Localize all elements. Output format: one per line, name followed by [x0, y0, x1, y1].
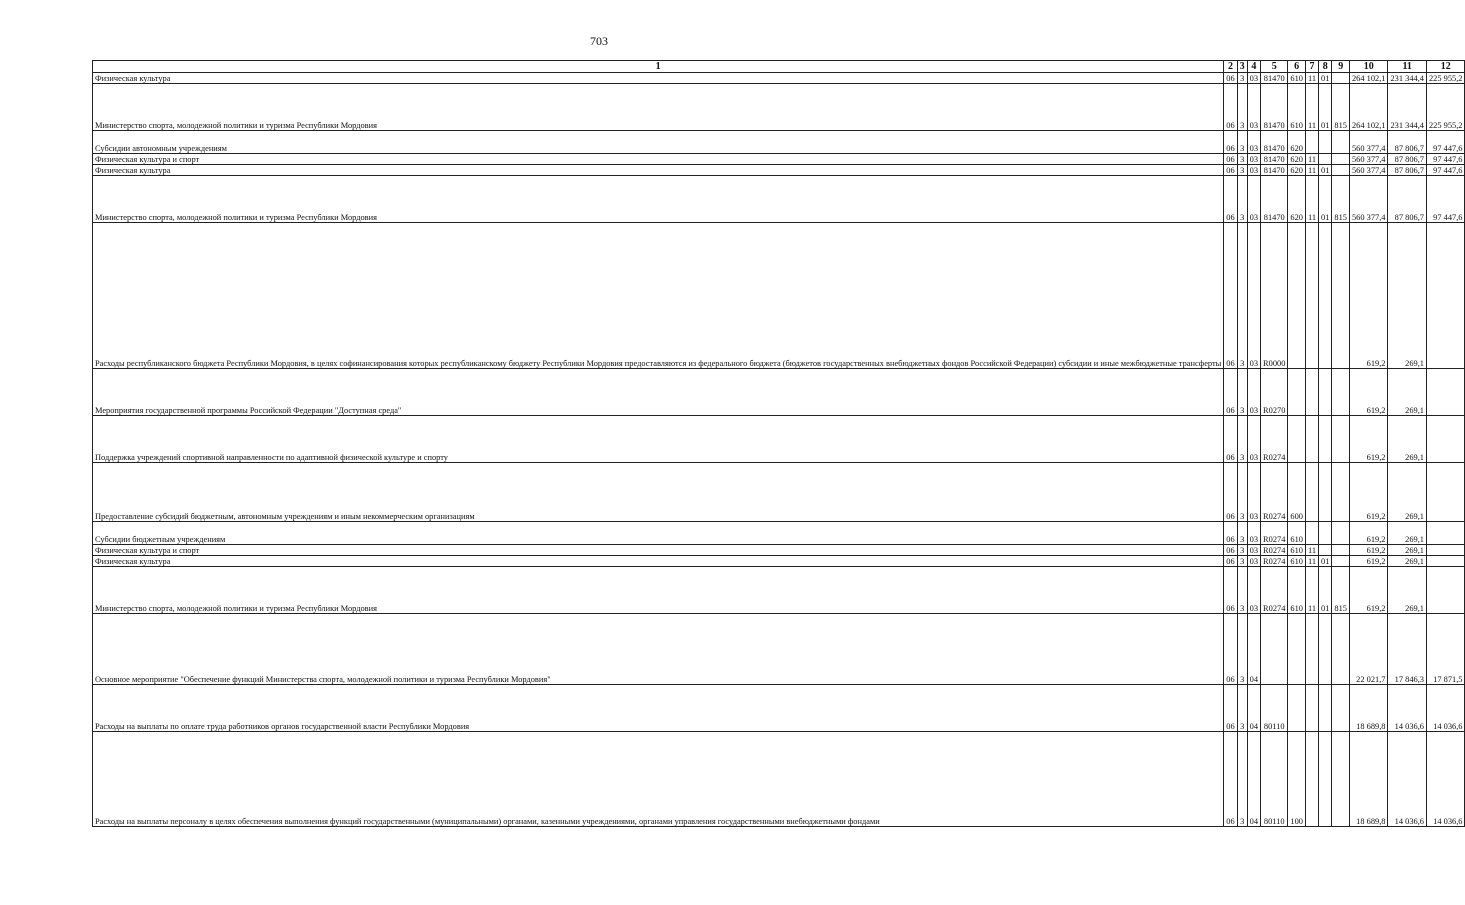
table-cell — [1332, 545, 1350, 556]
table-cell: 3 — [1237, 165, 1247, 176]
table-cell: 80110 — [1261, 685, 1288, 732]
table-cell — [1332, 614, 1350, 685]
table-cell: 619,2 — [1349, 223, 1388, 369]
table-cell: R0274 — [1261, 416, 1288, 463]
column-header-7: 7 — [1305, 61, 1318, 73]
table-cell: 06 — [1224, 556, 1237, 567]
table-cell: 06 — [1224, 73, 1237, 84]
row-name-cell: Физическая культура и спорт — [93, 154, 1224, 165]
table-cell — [1319, 463, 1332, 522]
table-cell: 06 — [1224, 154, 1237, 165]
table-cell: 06 — [1224, 223, 1237, 369]
table-cell — [1426, 223, 1465, 369]
table-cell: 81470 — [1261, 154, 1288, 165]
table-cell: 620 — [1288, 165, 1306, 176]
table-cell: 06 — [1224, 416, 1237, 463]
table-cell — [1305, 732, 1318, 827]
table-header-row — [93, 61, 1465, 73]
table-cell — [1426, 567, 1465, 614]
table-cell: 11 — [1305, 556, 1318, 567]
table-cell: 14 036,6 — [1426, 732, 1465, 827]
table-cell: 01 — [1319, 84, 1332, 131]
table-cell — [1319, 732, 1332, 827]
table-cell — [1332, 73, 1350, 84]
table-cell: 3 — [1237, 732, 1247, 827]
table-cell — [1305, 522, 1318, 545]
table-cell: R0274 — [1261, 522, 1288, 545]
table-cell — [1319, 685, 1332, 732]
table-row — [93, 73, 1465, 84]
table-cell: 03 — [1247, 73, 1260, 84]
table-cell — [1332, 732, 1350, 827]
table-cell: 81470 — [1261, 165, 1288, 176]
table-cell: 17 871,5 — [1426, 614, 1465, 685]
table-cell: 560 377,4 — [1349, 165, 1388, 176]
table-cell: 815 — [1332, 176, 1350, 223]
table-cell: 619,2 — [1349, 463, 1388, 522]
table-cell: 269,1 — [1388, 416, 1427, 463]
table-cell: 264 102,1 — [1349, 84, 1388, 131]
table-cell: 04 — [1247, 614, 1260, 685]
table-cell: 03 — [1247, 416, 1260, 463]
column-header-2: 2 — [1224, 61, 1237, 73]
table-cell — [1305, 463, 1318, 522]
table-row — [93, 369, 1465, 416]
table-cell: 01 — [1319, 165, 1332, 176]
table-cell: 87 806,7 — [1388, 176, 1427, 223]
table-cell: 14 036,6 — [1388, 685, 1427, 732]
table-cell: 06 — [1224, 522, 1237, 545]
table-row — [93, 416, 1465, 463]
table-cell — [1305, 416, 1318, 463]
table-row — [93, 522, 1465, 545]
table-cell: 3 — [1237, 84, 1247, 131]
table-row — [93, 223, 1465, 369]
table-cell: 06 — [1224, 567, 1237, 614]
column-header-4: 4 — [1247, 61, 1260, 73]
table-cell: 14 036,6 — [1426, 685, 1465, 732]
table-cell: 87 806,7 — [1388, 165, 1427, 176]
table-cell: 03 — [1247, 369, 1260, 416]
table-cell — [1332, 463, 1350, 522]
table-cell: 87 806,7 — [1388, 154, 1427, 165]
table-cell: 619,2 — [1349, 369, 1388, 416]
table-cell: 14 036,6 — [1388, 732, 1427, 827]
table-cell — [1305, 223, 1318, 369]
column-header-3: 3 — [1237, 61, 1247, 73]
table-cell — [1332, 154, 1350, 165]
row-name-cell: Министерство спорта, молодежной политики и туризма Республики Мордовия — [93, 176, 1224, 223]
table-cell — [1426, 556, 1465, 567]
table-cell: 3 — [1237, 545, 1247, 556]
table-cell: 600 — [1288, 463, 1306, 522]
row-name-cell: Мероприятия государственной программы Российской Федерации "Доступная среда" — [93, 369, 1224, 416]
table-cell: 06 — [1224, 685, 1237, 732]
table-cell: 11 — [1305, 73, 1318, 84]
table-cell: 269,1 — [1388, 463, 1427, 522]
table-cell: 3 — [1237, 685, 1247, 732]
table-cell: 619,2 — [1349, 416, 1388, 463]
table-cell: 3 — [1237, 463, 1247, 522]
table-cell — [1332, 223, 1350, 369]
table-cell — [1332, 165, 1350, 176]
table-cell: R0000 — [1261, 223, 1288, 369]
table-cell: 3 — [1237, 176, 1247, 223]
table-cell: 97 447,6 — [1426, 176, 1465, 223]
table-cell — [1332, 685, 1350, 732]
table-cell: 01 — [1319, 556, 1332, 567]
table-cell — [1426, 463, 1465, 522]
row-name-cell: Физическая культура — [93, 556, 1224, 567]
table-cell: 560 377,4 — [1349, 176, 1388, 223]
table-cell: 3 — [1237, 73, 1247, 84]
table-row — [93, 84, 1465, 131]
table-cell: 06 — [1224, 614, 1237, 685]
table-cell: 06 — [1224, 545, 1237, 556]
row-name-cell: Физическая культура и спорт — [93, 545, 1224, 556]
table-cell: 03 — [1247, 165, 1260, 176]
row-name-cell: Основное мероприятие "Обеспечение функций Министерства спорта, молодежной политики и туризма Республики Мордовия" — [93, 614, 1224, 685]
table-cell: 11 — [1305, 545, 1318, 556]
table-cell — [1426, 522, 1465, 545]
table-cell: 11 — [1305, 567, 1318, 614]
table-cell: 560 377,4 — [1349, 154, 1388, 165]
table-cell — [1288, 369, 1306, 416]
table-cell — [1305, 369, 1318, 416]
table-cell — [1288, 614, 1306, 685]
table-cell: 04 — [1247, 685, 1260, 732]
table-row — [93, 131, 1465, 154]
table-cell: 03 — [1247, 154, 1260, 165]
table-cell: 03 — [1247, 522, 1260, 545]
table-cell: 11 — [1305, 176, 1318, 223]
table-cell: 619,2 — [1349, 556, 1388, 567]
table-row — [93, 176, 1465, 223]
table-cell — [1305, 131, 1318, 154]
table-row — [93, 685, 1465, 732]
table-cell: 17 846,3 — [1388, 614, 1427, 685]
row-name-cell: Поддержка учреждений спортивной направленности по адаптивной физической культуре и спорту — [93, 416, 1224, 463]
table-cell: 264 102,1 — [1349, 73, 1388, 84]
table-cell — [1332, 369, 1350, 416]
table-cell: 269,1 — [1388, 556, 1427, 567]
table-cell: 269,1 — [1388, 567, 1427, 614]
table-cell — [1332, 416, 1350, 463]
table-cell: 03 — [1247, 567, 1260, 614]
table-cell — [1319, 154, 1332, 165]
table-cell — [1288, 416, 1306, 463]
table-cell — [1332, 556, 1350, 567]
column-header-12: 12 — [1426, 61, 1465, 73]
table-cell — [1332, 522, 1350, 545]
table-cell: 97 447,6 — [1426, 131, 1465, 154]
table-cell: 3 — [1237, 369, 1247, 416]
table-cell: 3 — [1237, 223, 1247, 369]
table-cell: 97 447,6 — [1426, 154, 1465, 165]
table-cell: 03 — [1247, 463, 1260, 522]
table-cell — [1261, 614, 1288, 685]
table-cell: 620 — [1288, 131, 1306, 154]
table-cell: 03 — [1247, 545, 1260, 556]
table-cell: 06 — [1224, 463, 1237, 522]
table-cell: 225 955,2 — [1426, 84, 1465, 131]
table-cell: 03 — [1247, 131, 1260, 154]
budget-table — [92, 60, 1465, 827]
table-cell: 81470 — [1261, 73, 1288, 84]
table-cell: 06 — [1224, 369, 1237, 416]
table-cell: 81470 — [1261, 176, 1288, 223]
table-row — [93, 732, 1465, 827]
table-cell: 06 — [1224, 131, 1237, 154]
table-cell: 231 344,4 — [1388, 73, 1427, 84]
table-cell: 03 — [1247, 84, 1260, 131]
table-cell: 18 689,8 — [1349, 685, 1388, 732]
table-cell: 06 — [1224, 165, 1237, 176]
table-cell: 80110 — [1261, 732, 1288, 827]
table-row — [93, 545, 1465, 556]
row-name-cell: Расходы на выплаты персоналу в целях обеспечения выполнения функций государственными (муниципальными) органами, казенными учреждениями, органами управления государственными внебюджетными фондами — [93, 732, 1224, 827]
table-cell — [1319, 223, 1332, 369]
table-cell: 100 — [1288, 732, 1306, 827]
row-name-cell: Физическая культура — [93, 73, 1224, 84]
table-cell — [1319, 545, 1332, 556]
row-name-cell: Физическая культура — [93, 165, 1224, 176]
table-cell: 620 — [1288, 154, 1306, 165]
table-cell: 01 — [1319, 176, 1332, 223]
table-cell: R0270 — [1261, 369, 1288, 416]
table-cell: 269,1 — [1388, 369, 1427, 416]
row-name-cell: Министерство спорта, молодежной политики и туризма Республики Мордовия — [93, 567, 1224, 614]
table-cell — [1319, 369, 1332, 416]
table-row — [93, 154, 1465, 165]
table-row — [93, 614, 1465, 685]
table-cell: 269,1 — [1388, 545, 1427, 556]
table-cell: 3 — [1237, 567, 1247, 614]
table-row — [93, 463, 1465, 522]
table-cell — [1426, 545, 1465, 556]
table-cell: 610 — [1288, 556, 1306, 567]
table-cell: 06 — [1224, 176, 1237, 223]
table-cell: 97 447,6 — [1426, 165, 1465, 176]
page-number: 703 — [590, 34, 608, 48]
row-name-cell: Субсидии автономным учреждениям — [93, 131, 1224, 154]
table-cell — [1305, 614, 1318, 685]
table-cell: 03 — [1247, 223, 1260, 369]
column-header-8: 8 — [1319, 61, 1332, 73]
column-header-1: 1 — [93, 61, 1224, 73]
row-name-cell: Расходы республиканского бюджета Республики Мордовия, в целях софинансирования которых республиканскому бюджету Республики Мордовия предоставляются из федерального бюджета (бюджетов государственных внебюджетных фондов Российской Федерации) субсидии и иные межбюджетные трансферты — [93, 223, 1224, 369]
table-cell — [1332, 131, 1350, 154]
table-cell: 11 — [1305, 154, 1318, 165]
row-name-cell: Предоставление субсидий бюджетным, автономным учреждениям и иным некоммерческим организациям — [93, 463, 1224, 522]
table-cell: 11 — [1305, 165, 1318, 176]
table-cell: 87 806,7 — [1388, 131, 1427, 154]
table-cell — [1319, 131, 1332, 154]
table-cell: 610 — [1288, 545, 1306, 556]
table-cell: 22 021,7 — [1349, 614, 1388, 685]
table-cell — [1288, 223, 1306, 369]
table-cell — [1319, 416, 1332, 463]
table-cell — [1288, 685, 1306, 732]
table-cell: 3 — [1237, 556, 1247, 567]
table-cell: R0274 — [1261, 556, 1288, 567]
column-header-6: 6 — [1288, 61, 1306, 73]
table-cell: 18 689,8 — [1349, 732, 1388, 827]
table-cell — [1319, 614, 1332, 685]
table-cell: 610 — [1288, 522, 1306, 545]
table-body — [93, 73, 1465, 827]
table-cell: 3 — [1237, 416, 1247, 463]
column-header-11: 11 — [1388, 61, 1427, 73]
column-header-10: 10 — [1349, 61, 1388, 73]
table-cell: 815 — [1332, 84, 1350, 131]
table-cell: 610 — [1288, 73, 1306, 84]
table-cell: 619,2 — [1349, 567, 1388, 614]
table-cell — [1426, 416, 1465, 463]
table-cell: 619,2 — [1349, 522, 1388, 545]
table-cell: 01 — [1319, 73, 1332, 84]
table-cell — [1426, 369, 1465, 416]
table-cell: 620 — [1288, 176, 1306, 223]
table-cell — [1319, 522, 1332, 545]
table-cell: 06 — [1224, 84, 1237, 131]
table-cell: 06 — [1224, 732, 1237, 827]
table-cell: 815 — [1332, 567, 1350, 614]
table-cell: 3 — [1237, 131, 1247, 154]
table-row — [93, 556, 1465, 567]
table-cell: 269,1 — [1388, 223, 1427, 369]
table-cell: 01 — [1319, 567, 1332, 614]
table-row — [93, 567, 1465, 614]
table-cell: R0274 — [1261, 463, 1288, 522]
table-cell: 225 955,2 — [1426, 73, 1465, 84]
table-cell: 619,2 — [1349, 545, 1388, 556]
table-cell: 03 — [1247, 556, 1260, 567]
column-header-9: 9 — [1332, 61, 1350, 73]
row-name-cell: Субсидии бюджетным учреждениям — [93, 522, 1224, 545]
table-cell: 3 — [1237, 522, 1247, 545]
column-header-5: 5 — [1261, 61, 1288, 73]
table-cell — [1305, 685, 1318, 732]
table-cell: R0274 — [1261, 545, 1288, 556]
table-cell: 610 — [1288, 567, 1306, 614]
row-name-cell: Расходы на выплаты по оплате труда работников органов государственной власти Республики Мордовия — [93, 685, 1224, 732]
table-row — [93, 165, 1465, 176]
row-name-cell: Министерство спорта, молодежной политики и туризма Республики Мордовия — [93, 84, 1224, 131]
table-cell: 81470 — [1261, 84, 1288, 131]
table-cell: 560 377,4 — [1349, 131, 1388, 154]
table-cell: 3 — [1237, 154, 1247, 165]
table-cell: 269,1 — [1388, 522, 1427, 545]
table-cell: 610 — [1288, 84, 1306, 131]
table-cell: 81470 — [1261, 131, 1288, 154]
table-cell: R0274 — [1261, 567, 1288, 614]
table-cell: 11 — [1305, 84, 1318, 131]
table-cell: 04 — [1247, 732, 1260, 827]
table-cell: 03 — [1247, 176, 1260, 223]
table-cell: 231 344,4 — [1388, 84, 1427, 131]
table-cell: 3 — [1237, 614, 1247, 685]
